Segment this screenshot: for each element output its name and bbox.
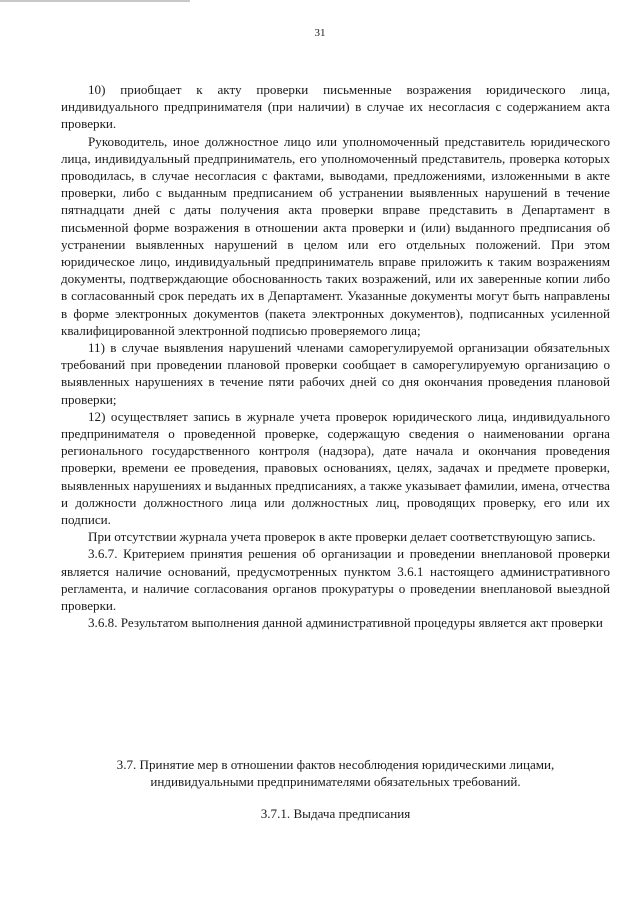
page-number: 31	[314, 27, 326, 39]
subsection-heading-3-7-1: 3.7.1. Выдача предписания	[260, 806, 411, 821]
paragraph-no-journal: При отсутствии журнала учета проверок в акте проверки делает соответствующую запись.	[88, 529, 596, 545]
document-body	[61, 81, 610, 632]
paragraph-item-10: 10) приобщает к акту проверки письменные возражения юридического лица, индивидуального предпринимателя (при наличии) в случае их несогласия с содержанием акта проверки.	[61, 82, 610, 132]
section-heading-line-1: 3.7. Принятие мер в отношении фактов несоблюдения юридическими лицами,	[116, 757, 555, 772]
section-heading-line-2: индивидуальными предпринимателями обязательных требований.	[150, 774, 521, 790]
paragraph-item-12: 12) осуществляет запись в журнале учета проверок юридического лица, индивидуального предпринимателя о проведенной проверке, содержащую сведения о наименовании органа регионального государственного контроля (надзора), дате начала и окончания проведения проверки, времени ее проведения, правовых основаниях, целях, задачах и предмете проверки, выявленных нарушениях и выданных предписаниях, а также указывает фамилии, имена, отчества и должности должностного лица или должностных лиц, проводящих проверку, его или их подписи.	[61, 408, 610, 528]
paragraph-item-11: 11) в случае выявления нарушений членами саморегулируемой организации обязательных требований при проведении плановой проверки сообщает в саморегулируемую организацию о выявленных нарушениях в течение пяти рабочих дней со дня окончания проведения плановой проверки;	[61, 340, 610, 407]
section-heading-3-7	[61, 756, 610, 790]
paragraph-objections: Руководитель, иное должностное лицо или уполномоченный представитель юридического лица, индивидуальный предприниматель, его уполномоченный представитель, проверка которых проводилась, в случае несогласия с фактами, выводами, предложениями, изложенными в акте проверки, либо с выданным предписанием об устранении выявленных нарушений в течение пятнадцати дней с даты получения акта проверки вправе представить в Департамент в письменной форме возражения в отношении акта проверки и (или) выданного предписания об устранении выявленных нарушений в целом или его отдельных положений. При этом юридическое лицо, индивидуальный предприниматель вправе приложить к таким возражениям документы, подтверждающие обоснованность таких возражений, или их заверенные копии либо в согласованный срок передать их в Департамент. Указанные документы могут быть направлены в форме электронных документов (пакета электронных документов), подписанных усиленной квалифицированной электронной подписью проверяемого лица;	[61, 133, 610, 338]
paragraph-3-6-8: 3.6.8. Результатом выполнения данной административной процедуры является акт проверки	[88, 615, 603, 631]
scan-edge-mark	[0, 0, 190, 2]
paragraph-3-6-7: 3.6.7. Критерием принятия решения об организации и проведении внеплановой проверки является наличие оснований, предусмотренных пунктом 3.6.1 настоящего административного регламента, и наличие согласования органов прокуратуры о проведении внеплановой выездной проверки.	[61, 546, 610, 614]
